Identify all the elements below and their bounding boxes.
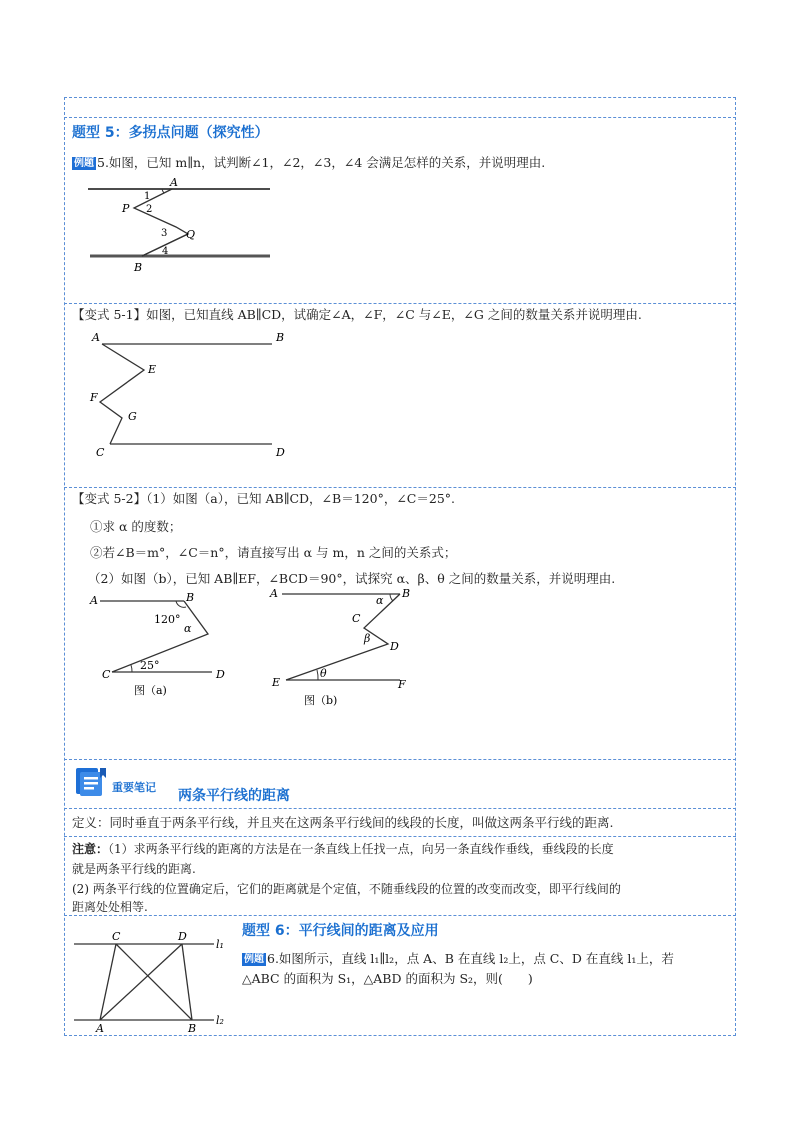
figure-6 <box>72 926 232 1034</box>
label-E: E <box>148 363 157 376</box>
separator <box>64 487 736 488</box>
question-text: 6.如图所示，直线 l₁∥l₂，点 A、B 在直线 l₂上，点 C、D 在直线 l₁上，若 <box>267 951 674 966</box>
sub-question-1: ①求 α 的度数； <box>90 519 182 534</box>
attention-line-4: 距离处处相等. <box>72 900 148 914</box>
variant-5-2-question: 【变式 5-2】（1）如图（a），已知 AB∥CD，∠B＝120°，∠C＝25°. <box>72 491 455 506</box>
angle-4: 4 <box>162 246 169 257</box>
label-B: B <box>276 331 285 344</box>
separator <box>64 808 736 809</box>
separator <box>64 117 736 118</box>
caption-a: 图（a) <box>134 684 167 697</box>
label-A: A <box>92 331 100 344</box>
attention-label: 注意： <box>72 842 109 856</box>
attention-text: （1）求两条平行线的距离的方法是在一条直线上任找一点，向另一条直线作垂线，垂线段的长度 <box>108 842 614 856</box>
label-D: D <box>276 446 285 459</box>
attention-line-1 <box>72 840 614 858</box>
label-P: P <box>122 202 130 215</box>
label-D: D <box>390 640 399 653</box>
label-A: A <box>270 587 278 600</box>
angle-1: 1 <box>144 191 151 202</box>
label-D: D <box>216 668 225 681</box>
example-6-line-2: △ABC 的面积为 S₁，△ABD 的面积为 S₂，则( ) <box>242 971 533 986</box>
label-F: F <box>90 391 98 404</box>
angle-C-label: 25° <box>140 659 160 672</box>
label-B: B <box>402 587 411 600</box>
theta-label: θ <box>320 667 327 680</box>
note-heading: 两条平行线的距离 <box>178 788 290 804</box>
label-A: A <box>170 176 178 189</box>
section-heading: 题型 5：多拐点问题（探究性） <box>72 125 269 141</box>
label-F: F <box>398 678 406 691</box>
label-B: B <box>186 591 195 604</box>
sub-question-2: ②若∠B＝m°，∠C＝n°，请直接写出 α 与 m，n 之间的关系式； <box>90 545 457 560</box>
label-Q: Q <box>186 228 196 241</box>
example-badge: 例题 <box>74 158 94 169</box>
angle-3: 3 <box>161 228 168 239</box>
beta-label: β <box>364 632 371 645</box>
alpha-label: α <box>376 594 384 607</box>
angle-B-label: 120° <box>154 613 181 626</box>
section-heading: 题型 6：平行线间的距离及应用 <box>242 923 439 939</box>
label-C: C <box>96 446 105 459</box>
label-A: A <box>90 594 98 607</box>
variant-5-1-question: 【变式 5-1】如图，已知直线 AB∥CD，试确定∠A，∠F，∠C 与∠E，∠G 之间的数量关系并说明理由. <box>72 307 642 322</box>
label-C: C <box>352 612 361 625</box>
label-l2: l₂ <box>216 1014 224 1027</box>
label-C: C <box>102 668 111 681</box>
note-title: 重要笔记 <box>112 781 156 794</box>
label-B: B <box>134 261 143 274</box>
example-6-line-1 <box>242 950 674 968</box>
example-question <box>72 154 545 172</box>
figure-5 <box>88 172 278 277</box>
attention-line-2: 就是两条平行线的距离. <box>72 862 196 876</box>
label-A: A <box>96 1022 104 1034</box>
separator <box>64 303 736 304</box>
figure-a <box>88 590 238 702</box>
attention-line-3: (2) 两条平行线的位置确定后，它们的距离就是个定值，不随垂线段的位置的改变而改变，即平行线间的 <box>72 882 621 896</box>
definition-text: 定义：同时垂直于两条平行线，并且夹在这两条平行线间的线段的长度，叫做这两条平行线的距离. <box>72 815 614 830</box>
label-D: D <box>178 930 187 943</box>
figure-b <box>268 582 418 712</box>
label-E: E <box>272 676 281 689</box>
notes-book-icon <box>74 766 108 798</box>
alpha-label: α <box>184 622 192 635</box>
example-badge: 例题 <box>244 954 264 965</box>
label-C: C <box>112 930 121 943</box>
separator <box>64 836 736 837</box>
label-l1: l₁ <box>216 938 224 951</box>
label-G: G <box>128 410 137 423</box>
angle-2: 2 <box>146 204 153 215</box>
separator <box>64 915 736 916</box>
sub-question-3: （2）如图（b），已知 AB∥EF，∠BCD＝90°，试探究 α、β、θ 之间的数量关系，并说明理由. <box>88 571 616 586</box>
caption-b: 图（b) <box>304 694 338 707</box>
question-text: 5.如图，已知 m∥n，试判断∠1，∠2，∠3，∠4 会满足怎样的关系，并说明理由. <box>97 155 546 170</box>
label-B: B <box>188 1022 197 1034</box>
figure-5-1 <box>88 328 298 463</box>
separator <box>64 759 736 760</box>
